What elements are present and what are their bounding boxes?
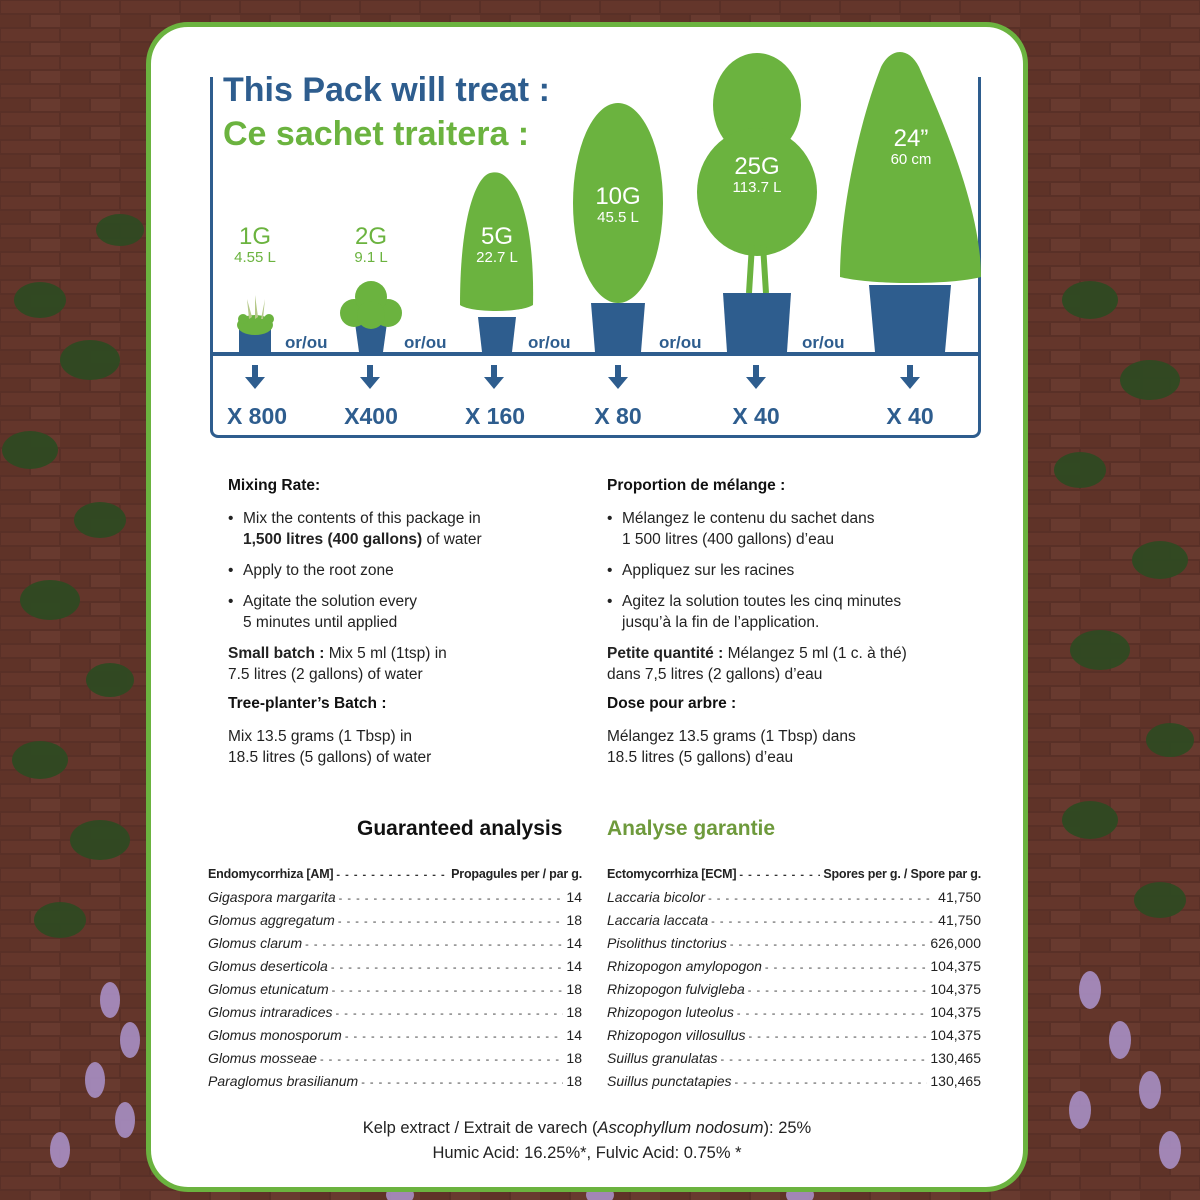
table-row: Laccaria bicolor - - - 41,750: [607, 889, 981, 912]
mixing-bullet-en: • Mix the contents of this package in 1,500 litres (400 gallons) of water: [228, 510, 482, 548]
humic-acid-line: Humic Acid: 16.25%*, Fulvic Acid: 0.75% *: [432, 1144, 742, 1162]
table-row: Paraglomus brasilianum - - - 18: [208, 1073, 582, 1096]
table-row: Laccaria laccata - - - 41,750: [607, 912, 981, 935]
mixing-bullet-fr: • Appliquez sur les racines: [607, 562, 795, 579]
pot-25g-label: 25G 113.7 L: [732, 153, 782, 196]
arrow-down-icon: [484, 365, 504, 389]
product-label-card: [146, 22, 1028, 1192]
table-header: Endomycorrhiza [AM] - - - Propagules per / par g.: [208, 867, 582, 889]
arrow-down-icon: [608, 365, 628, 389]
table-row: Rhizopogon amylopogon - - - 104,375: [607, 958, 981, 981]
table-header: Ectomycorrhiza [ECM] - - - Spores per g. / Spore par g.: [607, 867, 981, 889]
endomycorrhiza-table: [208, 867, 582, 1096]
multiplier-1g: X 800: [226, 403, 288, 429]
multiplier-10g: X 80: [594, 403, 642, 429]
pot-2g-label: 2G 9.1 L: [354, 223, 388, 266]
analysis-title-fr: Analyse garantie: [607, 817, 776, 840]
arrow-down-icon: [900, 365, 920, 389]
title-english: This Pack will treat :: [223, 71, 550, 109]
mixing-bullet-en: • Apply to the root zone: [228, 562, 394, 579]
plant-2g-icon: [340, 281, 402, 352]
table-row: Suillus granulatas - - - 130,465: [607, 1050, 981, 1073]
plant-25g-icon: [697, 53, 817, 352]
table-row: Glomus aggregatum - - - 18: [208, 912, 582, 935]
table-row: Glomus etunicatum - - - 18: [208, 981, 582, 1004]
table-row: Glomus mosseae - - - 18: [208, 1050, 582, 1073]
multiplier-25g: X 40: [732, 403, 780, 429]
table-row: Glomus intraradices - - - 18: [208, 1004, 582, 1027]
ectomycorrhiza-table: [607, 867, 981, 1096]
analysis-title-en: Guaranteed analysis: [357, 817, 563, 840]
tree-batch-fr: Mélangez 13.5 grams (1 Tbsp) dans 18.5 litres (5 gallons) d’eau: [607, 728, 856, 766]
table-row: Glomus monosporum - - - 14: [208, 1027, 582, 1050]
title-french: Ce sachet traitera :: [223, 115, 530, 153]
small-batch-fr: Petite quantité : Mélangez 5 ml (1 c. à thé) dans 7,5 litres (2 gallons) d’eau: [607, 645, 907, 683]
tree-batch-heading-fr: Dose pour arbre :: [607, 695, 737, 712]
plant-24in-icon: [840, 52, 981, 352]
plant-1g-icon: [237, 295, 274, 353]
mixing-heading-en: Mixing Rate:: [228, 477, 321, 494]
table-row: Rhizopogon fulvigleba - - - 104,375: [607, 981, 981, 1004]
table-row: Glomus deserticola - - - 14: [208, 958, 582, 981]
separator-or-ou: or/ou: [285, 333, 328, 352]
table-row: Suillus punctatapies - - - 130,465: [607, 1073, 981, 1096]
arrow-down-icon: [360, 365, 380, 389]
mixing-bullet-fr: • Mélangez le contenu du sachet dans 1 500 litres (400 gallons) d’eau: [607, 510, 875, 548]
small-batch-en: Small batch : Mix 5 ml (1tsp) in 7.5 litres (2 gallons) of water: [228, 645, 447, 683]
table-row: Rhizopogon villosullus - - - 104,375: [607, 1027, 981, 1050]
separator-or-ou: or/ou: [802, 333, 845, 352]
separator-or-ou: or/ou: [659, 333, 702, 352]
mixing-bullet-fr: • Agitez la solution toutes les cinq minutes jusqu’à la fin de l’application.: [607, 593, 902, 631]
plant-10g-icon: [573, 103, 663, 352]
tree-batch-en: Mix 13.5 grams (1 Tbsp) in 18.5 litres (5 gallons) of water: [228, 728, 432, 766]
pot-1g-label: 1G 4.55 L: [234, 223, 276, 266]
multiplier-5g: X 160: [464, 403, 526, 429]
down-arrows: [245, 365, 920, 389]
table-row: Pisolithus tinctorius - - - 626,000: [607, 935, 981, 958]
pot-5g-label: 5G 22.7 L: [476, 223, 518, 266]
table-row: Glomus clarum - - - 14: [208, 935, 582, 958]
separator-or-ou: or/ou: [528, 333, 571, 352]
mixing-heading-fr: Proportion de mélange :: [607, 477, 786, 494]
pot-10g-label: 10G 45.5 L: [595, 183, 641, 226]
tree-batch-heading-en: Tree-planter’s Batch :: [228, 695, 387, 712]
arrow-down-icon: [245, 365, 265, 389]
separator-or-ou: or/ou: [404, 333, 447, 352]
arrow-down-icon: [746, 365, 766, 389]
mixing-bullet-en: • Agitate the solution every 5 minutes until applied: [228, 593, 418, 631]
table-row: Rhizopogon luteolus - - - 104,375: [607, 1004, 981, 1027]
multiplier-2g: X400: [344, 403, 398, 429]
multiplier-24in: X 40: [886, 403, 934, 429]
pot-24in-label: 24” 60 cm: [890, 125, 932, 168]
kelp-extract-line: Kelp extract / Extrait de varech (Ascophyllum nodosum): 25%: [362, 1119, 812, 1137]
table-row: Gigaspora margarita - - - 14: [208, 889, 582, 912]
